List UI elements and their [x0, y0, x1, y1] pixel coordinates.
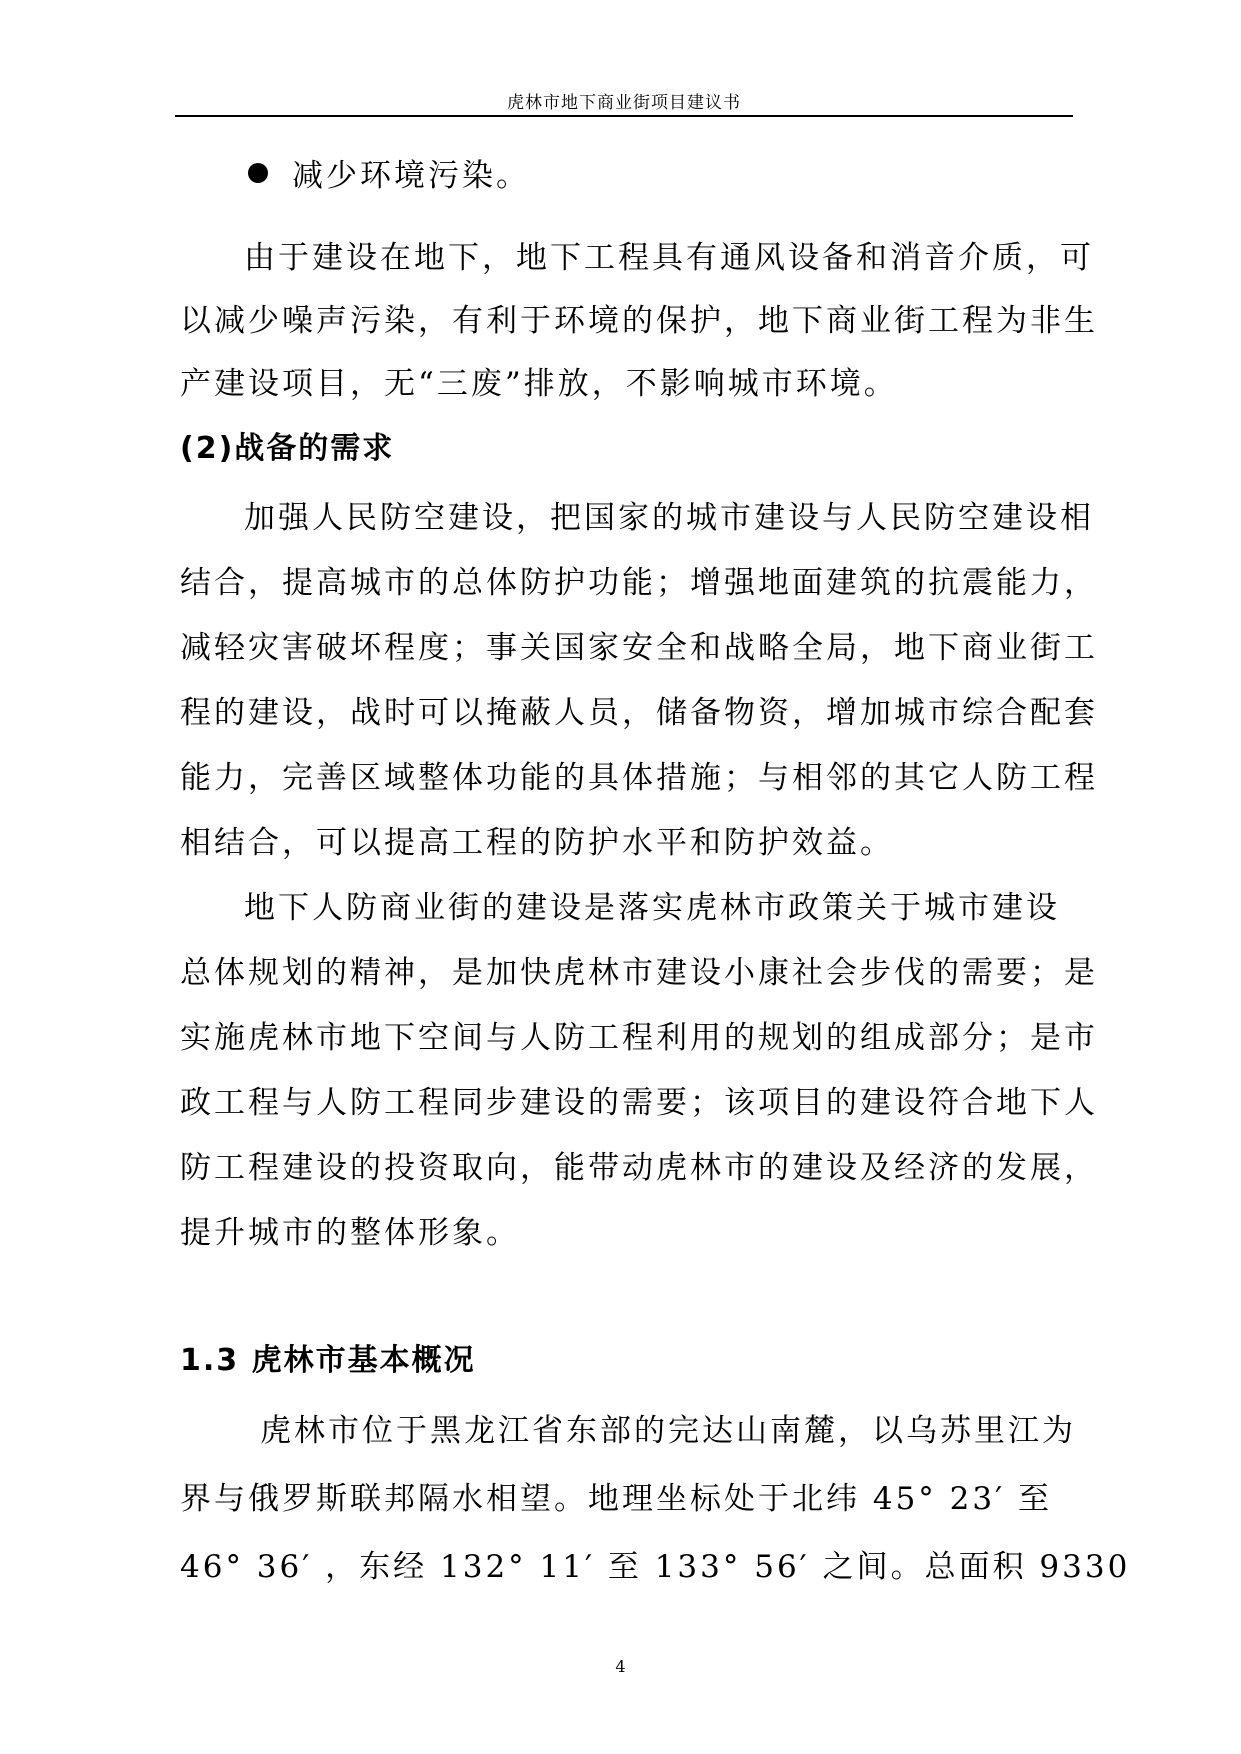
para2-line4: 程的建设，战时可以掩蔽人员，储备物资，增加城市综合配套	[180, 695, 1098, 731]
para4-line3: 46° 36′ ，东经 132° 11′ 至 133° 56′ 之间。总面积 9330	[180, 1549, 1131, 1585]
para2-line5: 能力，完善区域整体功能的具体措施；与相邻的其它人防工程	[180, 760, 1098, 796]
section-heading-1-3: 1.3 虎林市基本概况	[180, 1343, 476, 1378]
para4-line2: 界与俄罗斯联邦隔水相望。地理坐标处于北纬 45° 23′ 至	[180, 1481, 1052, 1517]
bullet-item	[180, 150, 1070, 195]
para3-line1: 地下人防商业街的建设是落实虎林市政策关于城市建设	[244, 890, 1060, 926]
para3-line3: 实施虎林市地下空间与人防工程利用的规划的组成部分；是市	[180, 1020, 1098, 1056]
bullet-text: 减少环境污染。	[292, 158, 530, 194]
para2-line6: 相结合，可以提高工程的防护水平和防护效益。	[180, 825, 894, 861]
para3-line6: 提升城市的整体形象。	[180, 1215, 520, 1251]
para3-line5: 防工程建设的投资取向，能带动虎林市的建设及经济的发展，	[180, 1150, 1098, 1186]
header-divider	[175, 115, 1073, 117]
para4-line1: 虎林市位于黑龙江省东部的完达山南麓，以乌苏里江为	[260, 1413, 1076, 1449]
para2-line3: 减轻灾害破坏程度；事关国家安全和战略全局，地下商业街工	[180, 630, 1098, 666]
para1-line2: 以减少噪声污染，有利于环境的保护，地下商业街工程为非生	[180, 303, 1098, 339]
para3-line4: 政工程与人防工程同步建设的需要；该项目的建设符合地下人	[180, 1085, 1098, 1121]
page-header-title: 虎林市地下商业街项目建议书	[507, 93, 741, 113]
para1-line3: 产建设项目，无“三废”排放，不影响城市环境。	[180, 366, 898, 402]
section-heading-2: (2)战备的需求	[180, 431, 395, 466]
bullet-icon	[248, 163, 268, 183]
para3-line2: 总体规划的精神，是加快虎林市建设小康社会步伐的需要；是	[180, 955, 1098, 991]
page-number: 4	[615, 1657, 626, 1676]
para2-line1: 加强人民防空建设，把国家的城市建设与人民防空建设相	[244, 500, 1094, 536]
para1-line1: 由于建设在地下，地下工程具有通风设备和消音介质，可	[244, 240, 1094, 276]
para2-line2: 结合，提高城市的总体防护功能；增强地面建筑的抗震能力，	[180, 565, 1098, 601]
